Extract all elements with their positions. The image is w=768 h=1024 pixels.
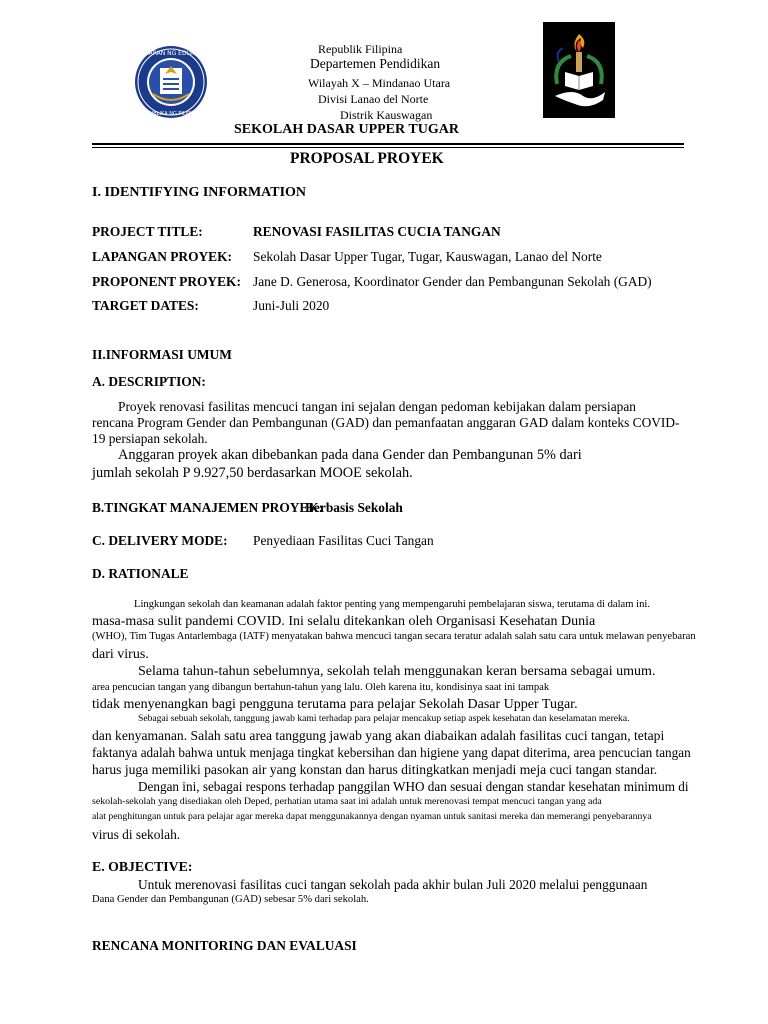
- field-value-proponent: Jane D. Generosa, Koordinator Gender dan Pembangunan Sekolah (GAD): [253, 274, 652, 289]
- field-value-project-title: RENOVASI FASILITAS CUCIA TANGAN: [253, 224, 501, 239]
- delivery-mode-label: C. DELIVERY MODE:: [92, 533, 228, 548]
- description-heading: A. DESCRIPTION:: [92, 374, 206, 389]
- seal-text-top: KAGAWARAN NG EDUKASYON: [126, 50, 216, 57]
- header-rule-bottom: [92, 147, 684, 148]
- field-label-proponent: PROPONENT PROYEK:: [92, 274, 241, 289]
- rationale-line: tidak menyenangkan bagi pengguna terutama para pelajar Sekolah Dasar Upper Tugar.: [92, 697, 578, 712]
- rationale-line: alat penghitungan untuk para pelajar agar mereka dapat menggunakannya dengan nyaman untuk sanitasi mereka dan memerangi penyebarannya: [92, 811, 652, 822]
- description-line: Anggaran proyek akan dibebankan pada dana Gender dan Pembangunan 5% dari: [118, 447, 582, 463]
- management-level-value: Berbasis Sekolah: [305, 500, 403, 515]
- objective-line: Dana Gender dan Pembangunan (GAD) sebesar 5% dari sekolah.: [92, 894, 369, 905]
- description-line: rencana Program Gender dan Pembangunan (GAD) dan pemanfaatan anggaran GAD dalam konteks COVID-: [92, 415, 680, 430]
- header-department: Departemen Pendidikan: [310, 56, 441, 71]
- rationale-line: area pencucian tangan yang dibangun bertahun-tahun yang lalu. Oleh karena itu, kondisinya saat ini tampak: [92, 682, 550, 693]
- field-label-target-dates: TARGET DATES:: [92, 298, 199, 313]
- rationale-line: Sebagai sebuah sekolah, tanggung jawab kami terhadap para pelajar mencakup setiap aspek kesehatan dan keselamatan mereka.: [138, 713, 630, 724]
- header-country: Republik Filipina: [318, 42, 403, 56]
- description-line: Proyek renovasi fasilitas mencuci tangan ini sejalan dengan pedoman kebijakan dalam persiapan: [118, 399, 636, 414]
- rationale-line: faktanya adalah bahwa untuk menjaga tingkat kebersihan dan higiene yang dapat diterima, area pencucian tangan: [92, 745, 691, 760]
- header-region: Wilayah X – Mindanao Utara: [308, 76, 451, 90]
- rationale-line: Lingkungan sekolah dan keamanan adalah faktor penting yang mempengaruhi pembelajaran siswa, terutama di dalam ini.: [134, 599, 650, 610]
- delivery-mode-value: Penyediaan Fasilitas Cuci Tangan: [253, 533, 434, 548]
- field-label-project-site: LAPANGAN PROYEK:: [92, 249, 232, 264]
- header-school: SEKOLAH DASAR UPPER TUGAR: [234, 122, 459, 137]
- objective-line: Untuk merenovasi fasilitas cuci tangan sekolah pada akhir bulan Juli 2020 melalui penggunaan: [138, 877, 648, 892]
- management-level-label: B.TINGKAT MANAJEMEN PROYEK:: [92, 500, 324, 515]
- rationale-line: dan kenyamanan. Salah satu area tanggung jawab yang akan diabaikan adalah fasilitas cuci tangan, tetapi: [92, 728, 665, 743]
- rationale-line: masa-masa sulit pandemi COVID. Ini selalu ditekankan oleh Organisasi Kesehatan Dunia: [92, 614, 596, 629]
- rationale-line: (WHO), Tim Tugas Antarlembaga (IATF) menyatakan bahwa mencuci tangan secara teratur adalah salah satu cara untuk melawan penyebaran: [92, 631, 696, 642]
- monitoring-evaluation-heading: RENCANA MONITORING DAN EVALUASI: [92, 938, 357, 953]
- rationale-line: Dengan ini, sebagai respons terhadap panggilan WHO dan sesuai dengan standar kesehatan minimum di: [138, 779, 689, 794]
- field-value-project-site: Sekolah Dasar Upper Tugar, Tugar, Kauswagan, Lanao del Norte: [253, 249, 602, 264]
- seal-text-bottom: REPUBLIKA NG PILIPINAS: [140, 111, 202, 117]
- rationale-line: sekolah-sekolah yang disediakan oleh Deped, perhatian utama saat ini adalah untuk merenovasi tempat mencuci tangan yang ada: [92, 796, 602, 807]
- rationale-line: harus juga memiliki pasokan air yang konstan dan harus ditingkatkan menjadi meja cuci tangan standar.: [92, 762, 658, 777]
- section-general-heading: II.INFORMASI UMUM: [92, 347, 232, 362]
- header-district: Distrik Kauswagan: [340, 108, 433, 122]
- field-label-project-title: PROJECT TITLE:: [92, 224, 203, 239]
- rationale-line: virus di sekolah.: [92, 827, 181, 842]
- deped-seal-logo: [126, 44, 216, 120]
- header-rule-top: [92, 143, 684, 145]
- section-identifying-heading: I. IDENTIFYING INFORMATION: [92, 185, 307, 200]
- rationale-line: dari virus.: [92, 647, 149, 662]
- rationale-heading: D. RATIONALE: [92, 566, 189, 581]
- page-title: PROPOSAL PROYEK: [290, 150, 444, 167]
- objective-heading: E. OBJECTIVE:: [92, 859, 193, 874]
- description-line: jumlah sekolah P 9.927,50 berdasarkan MOOE sekolah.: [92, 465, 413, 481]
- school-logo: [543, 22, 615, 118]
- rationale-line: Selama tahun-tahun sebelumnya, sekolah telah menggunakan keran bersama sebagai umum.: [138, 664, 656, 679]
- header-division: Divisi Lanao del Norte: [318, 92, 429, 106]
- field-value-target-dates: Juni-Juli 2020: [253, 298, 330, 313]
- description-line: 19 persiapan sekolah.: [92, 431, 208, 446]
